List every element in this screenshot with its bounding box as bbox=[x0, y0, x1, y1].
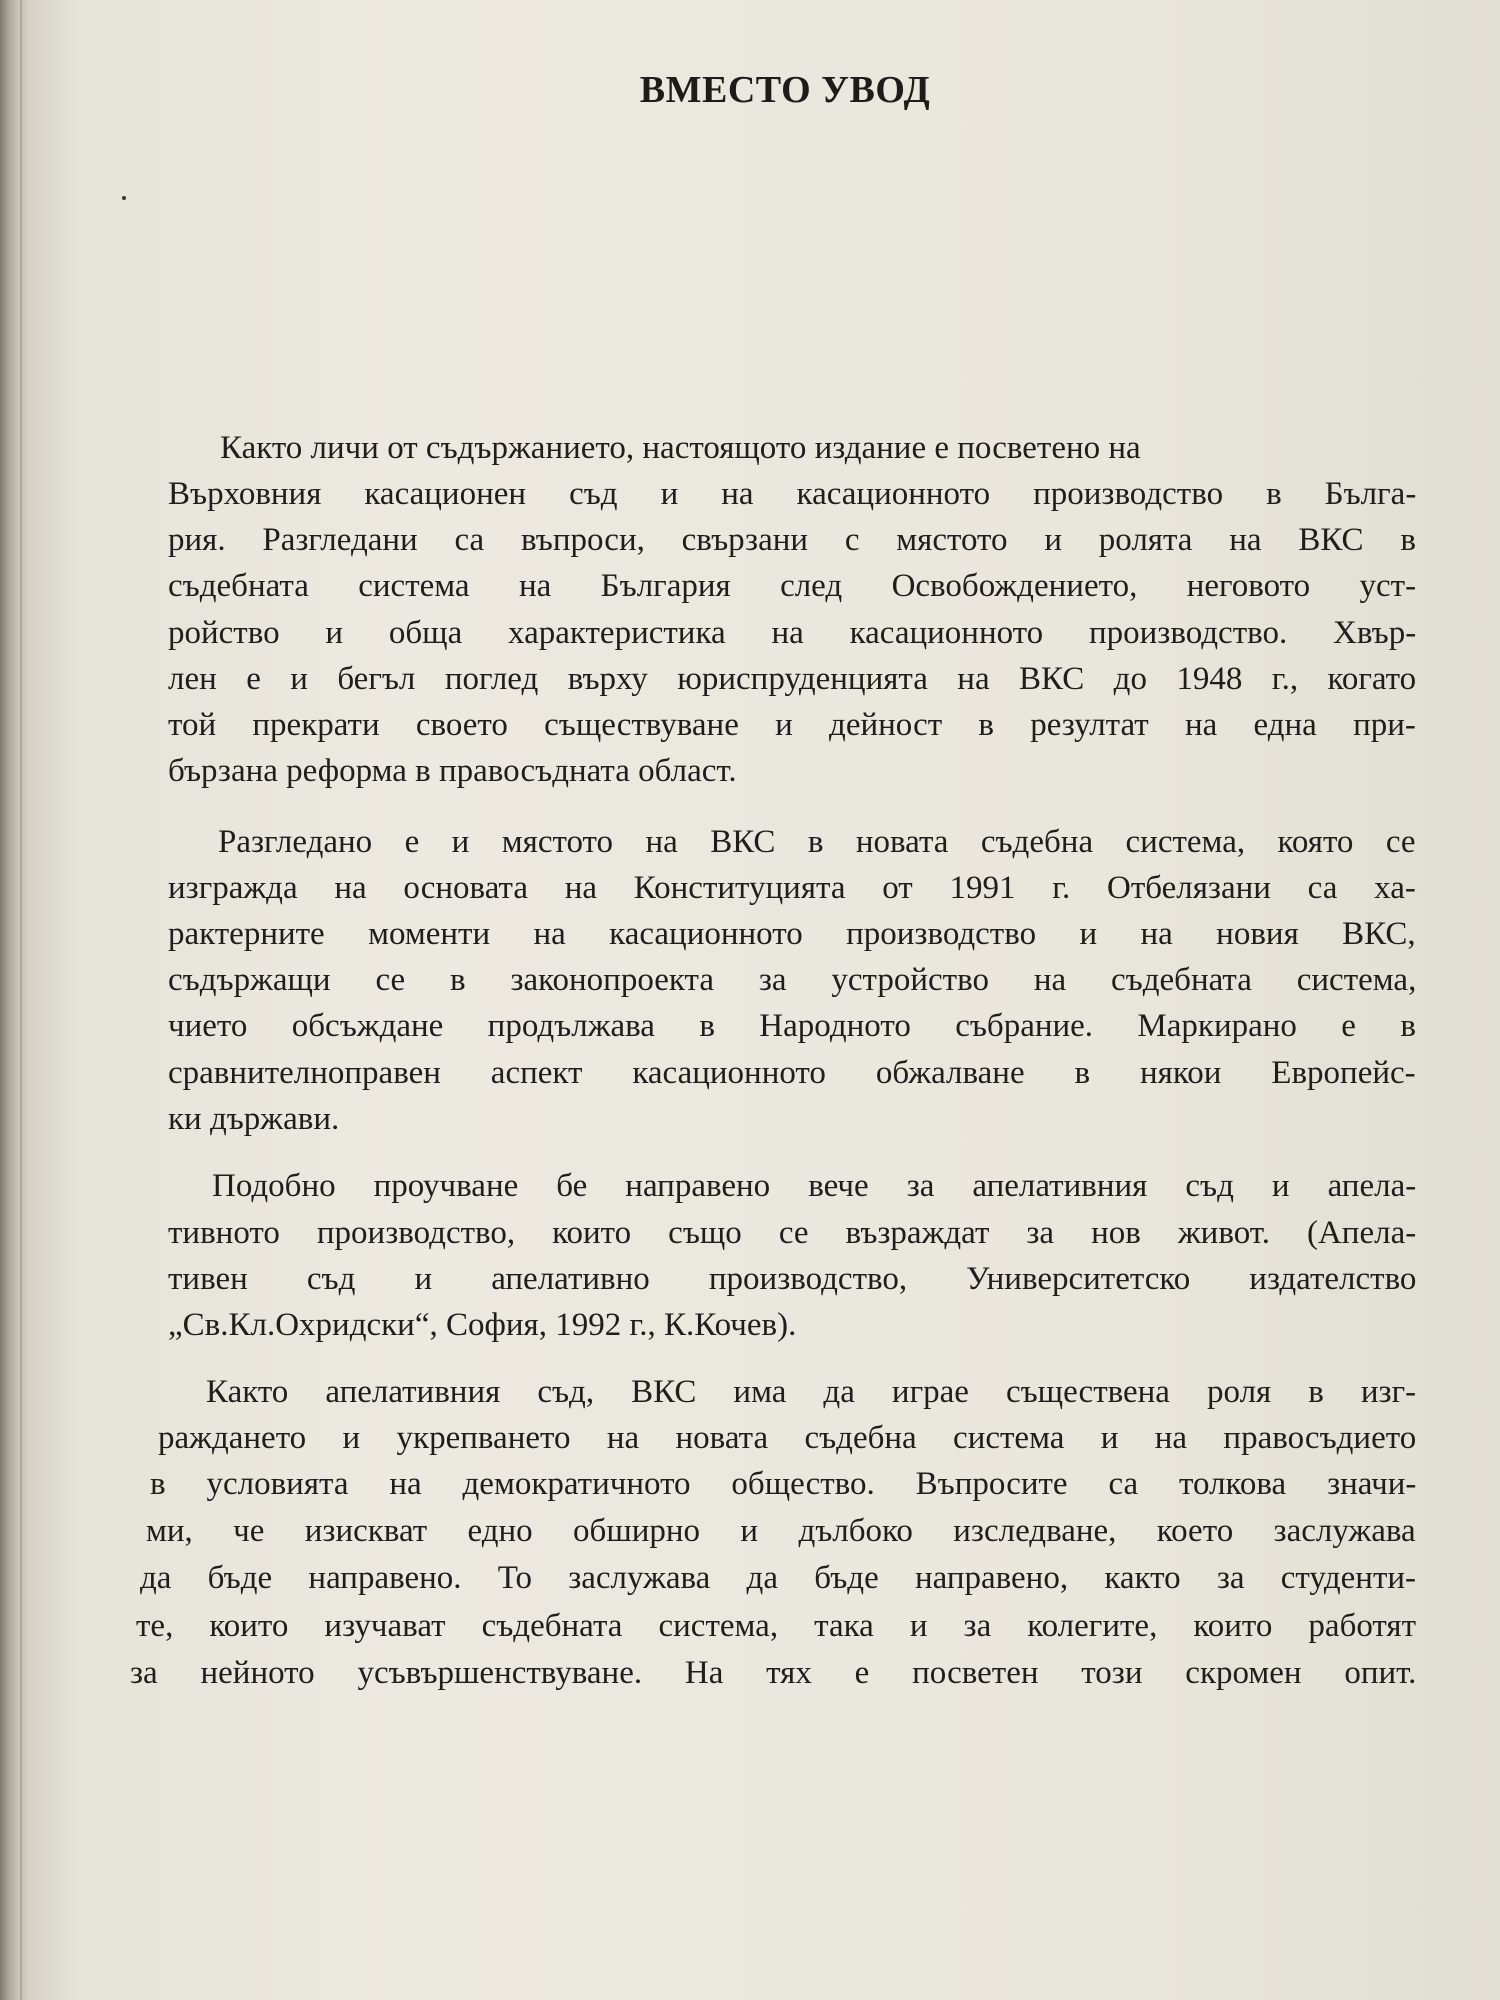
text-line: бързана реформа в правосъдната област. bbox=[168, 753, 737, 789]
text-line: Върховния касационен съд и на касационното производство в Бълга- bbox=[168, 476, 1417, 512]
text-line: рактерните моменти на касационното производство и на новия ВКС, bbox=[168, 916, 1416, 952]
text-line: чието обсъждане продължава в Народното събрание. Маркирано е в bbox=[168, 1008, 1416, 1044]
text-line: Разгледано е и мястото на ВКС в новата съдебна система, която се bbox=[218, 824, 1416, 860]
text-line: съдържащи се в законопроекта за устройство на съдебната система, bbox=[168, 962, 1417, 998]
text-line: ройство и обща характеристика на касационното производство. Хвър- bbox=[168, 615, 1417, 651]
page-title: ВМЕСТО УВОД bbox=[639, 69, 931, 111]
text-line: изгражда на основата на Конституцията от 1991 г. Отбелязани са ха- bbox=[168, 870, 1416, 906]
text-line: Както апелативния съд, ВКС има да играе съществена роля в изг- bbox=[206, 1374, 1417, 1410]
text-line: раждането и укрепването на новата съдебна система и на правосъдието bbox=[158, 1420, 1417, 1456]
text-line: Подобно проучване бе направено вече за апелативния съд и апела- bbox=[212, 1168, 1417, 1204]
text-line: те, които изучават съдебната система, така и за колегите, които работят bbox=[136, 1608, 1417, 1644]
text-line: той прекрати своето съществуване и дейност в резултат на една при- bbox=[168, 707, 1416, 743]
text-line: да бъде направено. То заслужава да бъде направено, както за студенти- bbox=[140, 1560, 1417, 1596]
text-line: тивното производство, които също се възраждат за нов живот. (Апела- bbox=[168, 1215, 1417, 1251]
text-line: Както личи от съдържанието, настоящото издание е посветено на bbox=[220, 430, 1141, 466]
text-line: лен е и бегъл поглед върху юриспруденцията на ВКС до 1948 г., когато bbox=[168, 661, 1417, 697]
text-line: „Св.Кл.Охридски“, София, 1992 г., К.Кочев). bbox=[168, 1307, 797, 1343]
text-line: съдебната система на България след Освобождението, неговото уст- bbox=[168, 568, 1417, 604]
text-line: в условията на демократичното общество. Въпросите са толкова значи- bbox=[150, 1466, 1417, 1502]
text-line: ки държави. bbox=[168, 1101, 340, 1137]
text-line: ми, че изискват едно обширно и дълбоко изследване, което заслужава bbox=[146, 1513, 1416, 1549]
text-line: сравнителноправен аспект касационното обжалване в някои Европейс- bbox=[168, 1055, 1416, 1091]
text-line: за нейното усъвършенствуване. На тях е посветен този скромен опит. bbox=[130, 1655, 1417, 1691]
text-line: рия. Разгледани са въпроси, свързани с мястото и ролята на ВКС в bbox=[168, 522, 1416, 558]
text-line: тивен съд и апелативно производство, Университетско издателство bbox=[168, 1261, 1417, 1297]
